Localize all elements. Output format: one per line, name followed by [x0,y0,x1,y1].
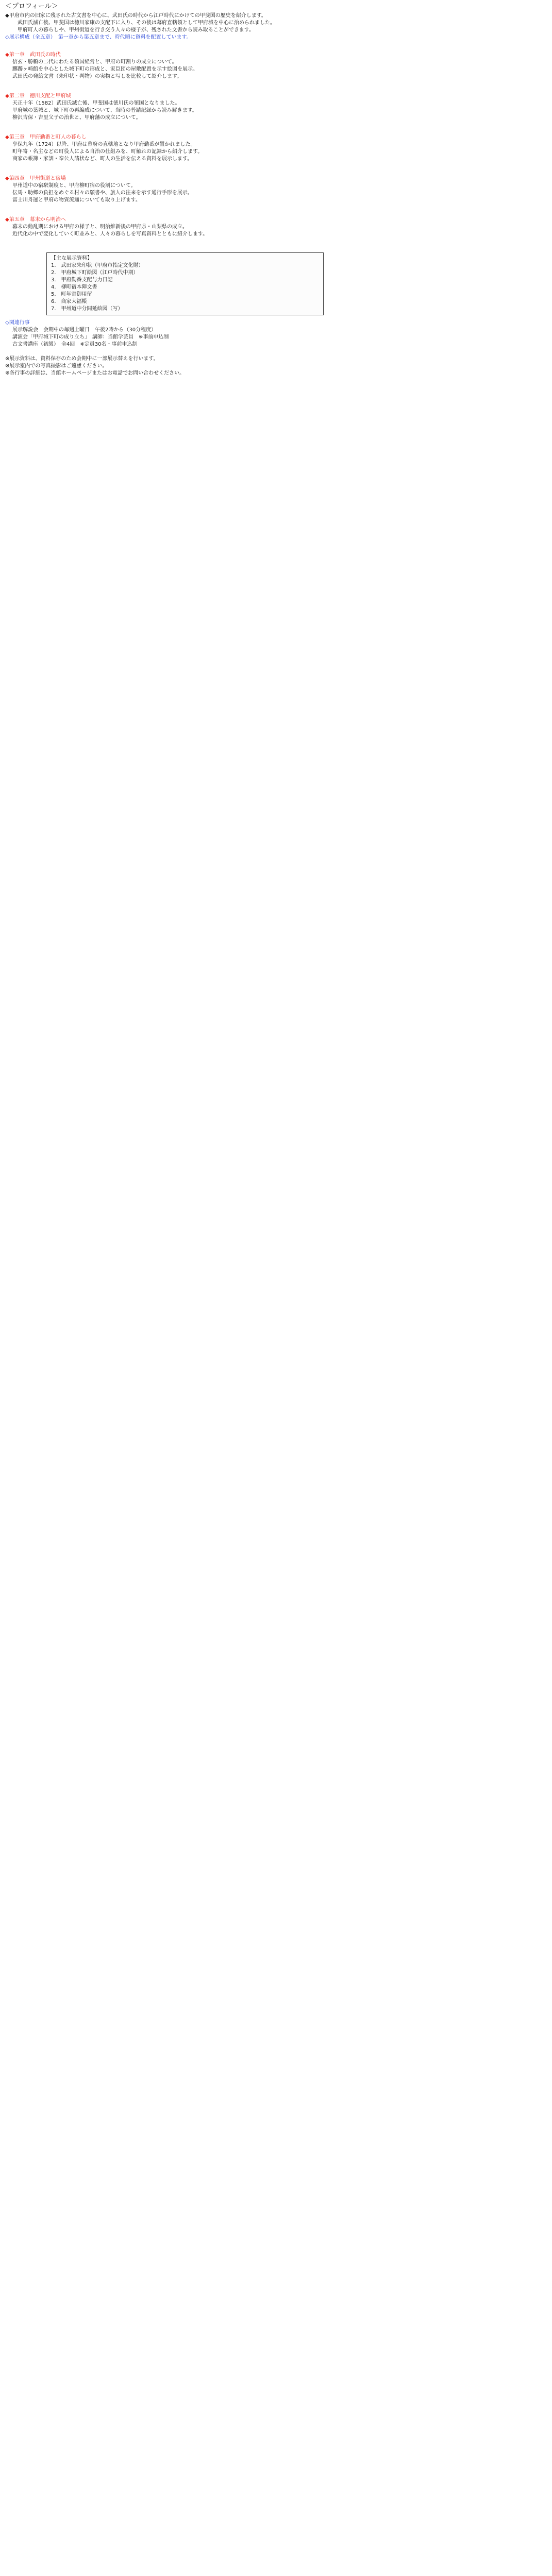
list-item: 7. 甲州道中分間延絵図（写） [51,306,123,312]
chapter-line: 信玄・勝頼の二代にわたる領国経営と、甲府の町割りの成立について。 [12,59,177,65]
chapter-heading: ◆第四章 甲州街道と宿場 [5,176,66,181]
chapter-line: 幕末の動乱期における甲府の様子と、明治維新後の甲府県・山梨県の成立。 [12,224,188,230]
chapter-3 [5,134,546,163]
chapter-1 [5,52,546,80]
chapter-2 [5,93,546,122]
exhibit-list-box [46,252,324,315]
note-line: ※展示資料は、資料保存のため会期中に一部展示替えを行います。 [5,356,159,362]
chapter-line: 近代化の中で変化していく町並みと、人々の暮らしを写真資料とともに紹介します。 [12,231,208,237]
document-title: ＜プロフィール＞ [5,3,58,10]
chapter-line: 甲州道中の宿駅制度と、甲府柳町宿の役割について。 [12,183,136,189]
chapter-line: 伝馬・助郷の負担をめぐる村々の願書や、旅人の往来を示す通行手形を展示。 [12,190,193,196]
chapter-5 [5,216,546,238]
chapter-4 [5,175,546,204]
chapter-line: 富士川舟運と甲府の物資流通についても取り上げます。 [12,197,141,203]
list-item: 4. 柳町宿本陣文書 [51,284,97,290]
chapter-line: 商家の帳簿・家訓・奉公人請状など、町人の生活を伝える資料を展示します。 [12,156,193,162]
chapter-line: 武田氏の発給文書（朱印状・判物）の実物と写しを比較して紹介します。 [12,74,182,79]
list-item: 6. 商家大福帳 [51,299,87,304]
intro-line: 武田氏滅亡後、甲斐国は徳川家康の支配下に入り、その後は幕府直轄領として甲府城を中心に治められました。 [12,20,275,26]
intro-line: ◆甲府市内の旧家に残された古文書を中心に、武田氏の時代から江戸時代にかけての甲斐国の歴史を紹介します。 [5,13,266,19]
chapter-line: 町年寄・名主などの町役人による自治の仕組みを、町触れの記録から紹介します。 [12,149,203,155]
list-heading: 【主な展示資料】 [51,256,92,261]
chapter-line: 甲府城の築城と、城下町の再編成について、当時の普請記録から読み解きます。 [12,108,197,113]
event-line: 古文書講座（初級） 全4回 ※定員30名・事前申込制 [12,342,138,347]
chapter-heading: ◆第五章 幕末から明治へ [5,217,66,223]
chapter-line: 天正十年（1582）武田氏滅亡後、甲斐国は徳川氏の領国となりました。 [12,100,180,106]
exhibit-list-section [5,250,546,317]
list-item: 5. 町年寄御用留 [51,292,92,297]
chapter-line: 柳沢吉保・吉里父子の治世と、甲府藩の成立について。 [12,115,141,121]
list-item: 3. 甲府勤番支配与力日記 [51,277,113,283]
events-section [5,319,546,348]
chapter-line: 躑躅ヶ崎館を中心とした城下町の形成と、家臣団の屋敷配置を示す絵図を展示。 [12,66,198,72]
note-line: ※各行事の詳細は、当館ホームページまたはお電話でお問い合わせください。 [5,370,185,376]
events-heading: ◇関連行事 [5,320,30,326]
document-page [5,0,546,2576]
event-line: 展示解説会 会期中の毎週土曜日 午後2時から（30分程度） [12,327,157,333]
list-item: 1. 武田家朱印状（甲府市指定文化財） [51,263,144,268]
intro-line: ◇展示構成（全五章） 第一章から第五章まで、時代順に資料を配置しています。 [5,35,192,40]
intro-line: 甲府町人の暮らしや、甲州街道を行き交う人々の様子が、残された文書から読み取ることができます。 [12,27,254,33]
chapter-heading: ◆第三章 甲府勤番と町人の暮らし [5,134,87,140]
note-line: ※展示室内での写真撮影はご遠慮ください。 [5,363,108,369]
chapter-heading: ◆第一章 武田氏の時代 [5,52,61,58]
intro-section [5,12,546,41]
list-item: 2. 甲府城下町絵図（江戸時代中期） [51,270,139,276]
chapter-line: 享保九年（1724）以降、甲府は幕府の直轄地となり甲府勤番が置かれました。 [12,142,196,147]
event-line: 講演会「甲府城下町の成り立ち」 講師：当館学芸員 ※事前申込制 [12,334,169,340]
chapter-heading: ◆第二章 徳川支配と甲府城 [5,93,71,99]
notes-section [5,355,546,377]
